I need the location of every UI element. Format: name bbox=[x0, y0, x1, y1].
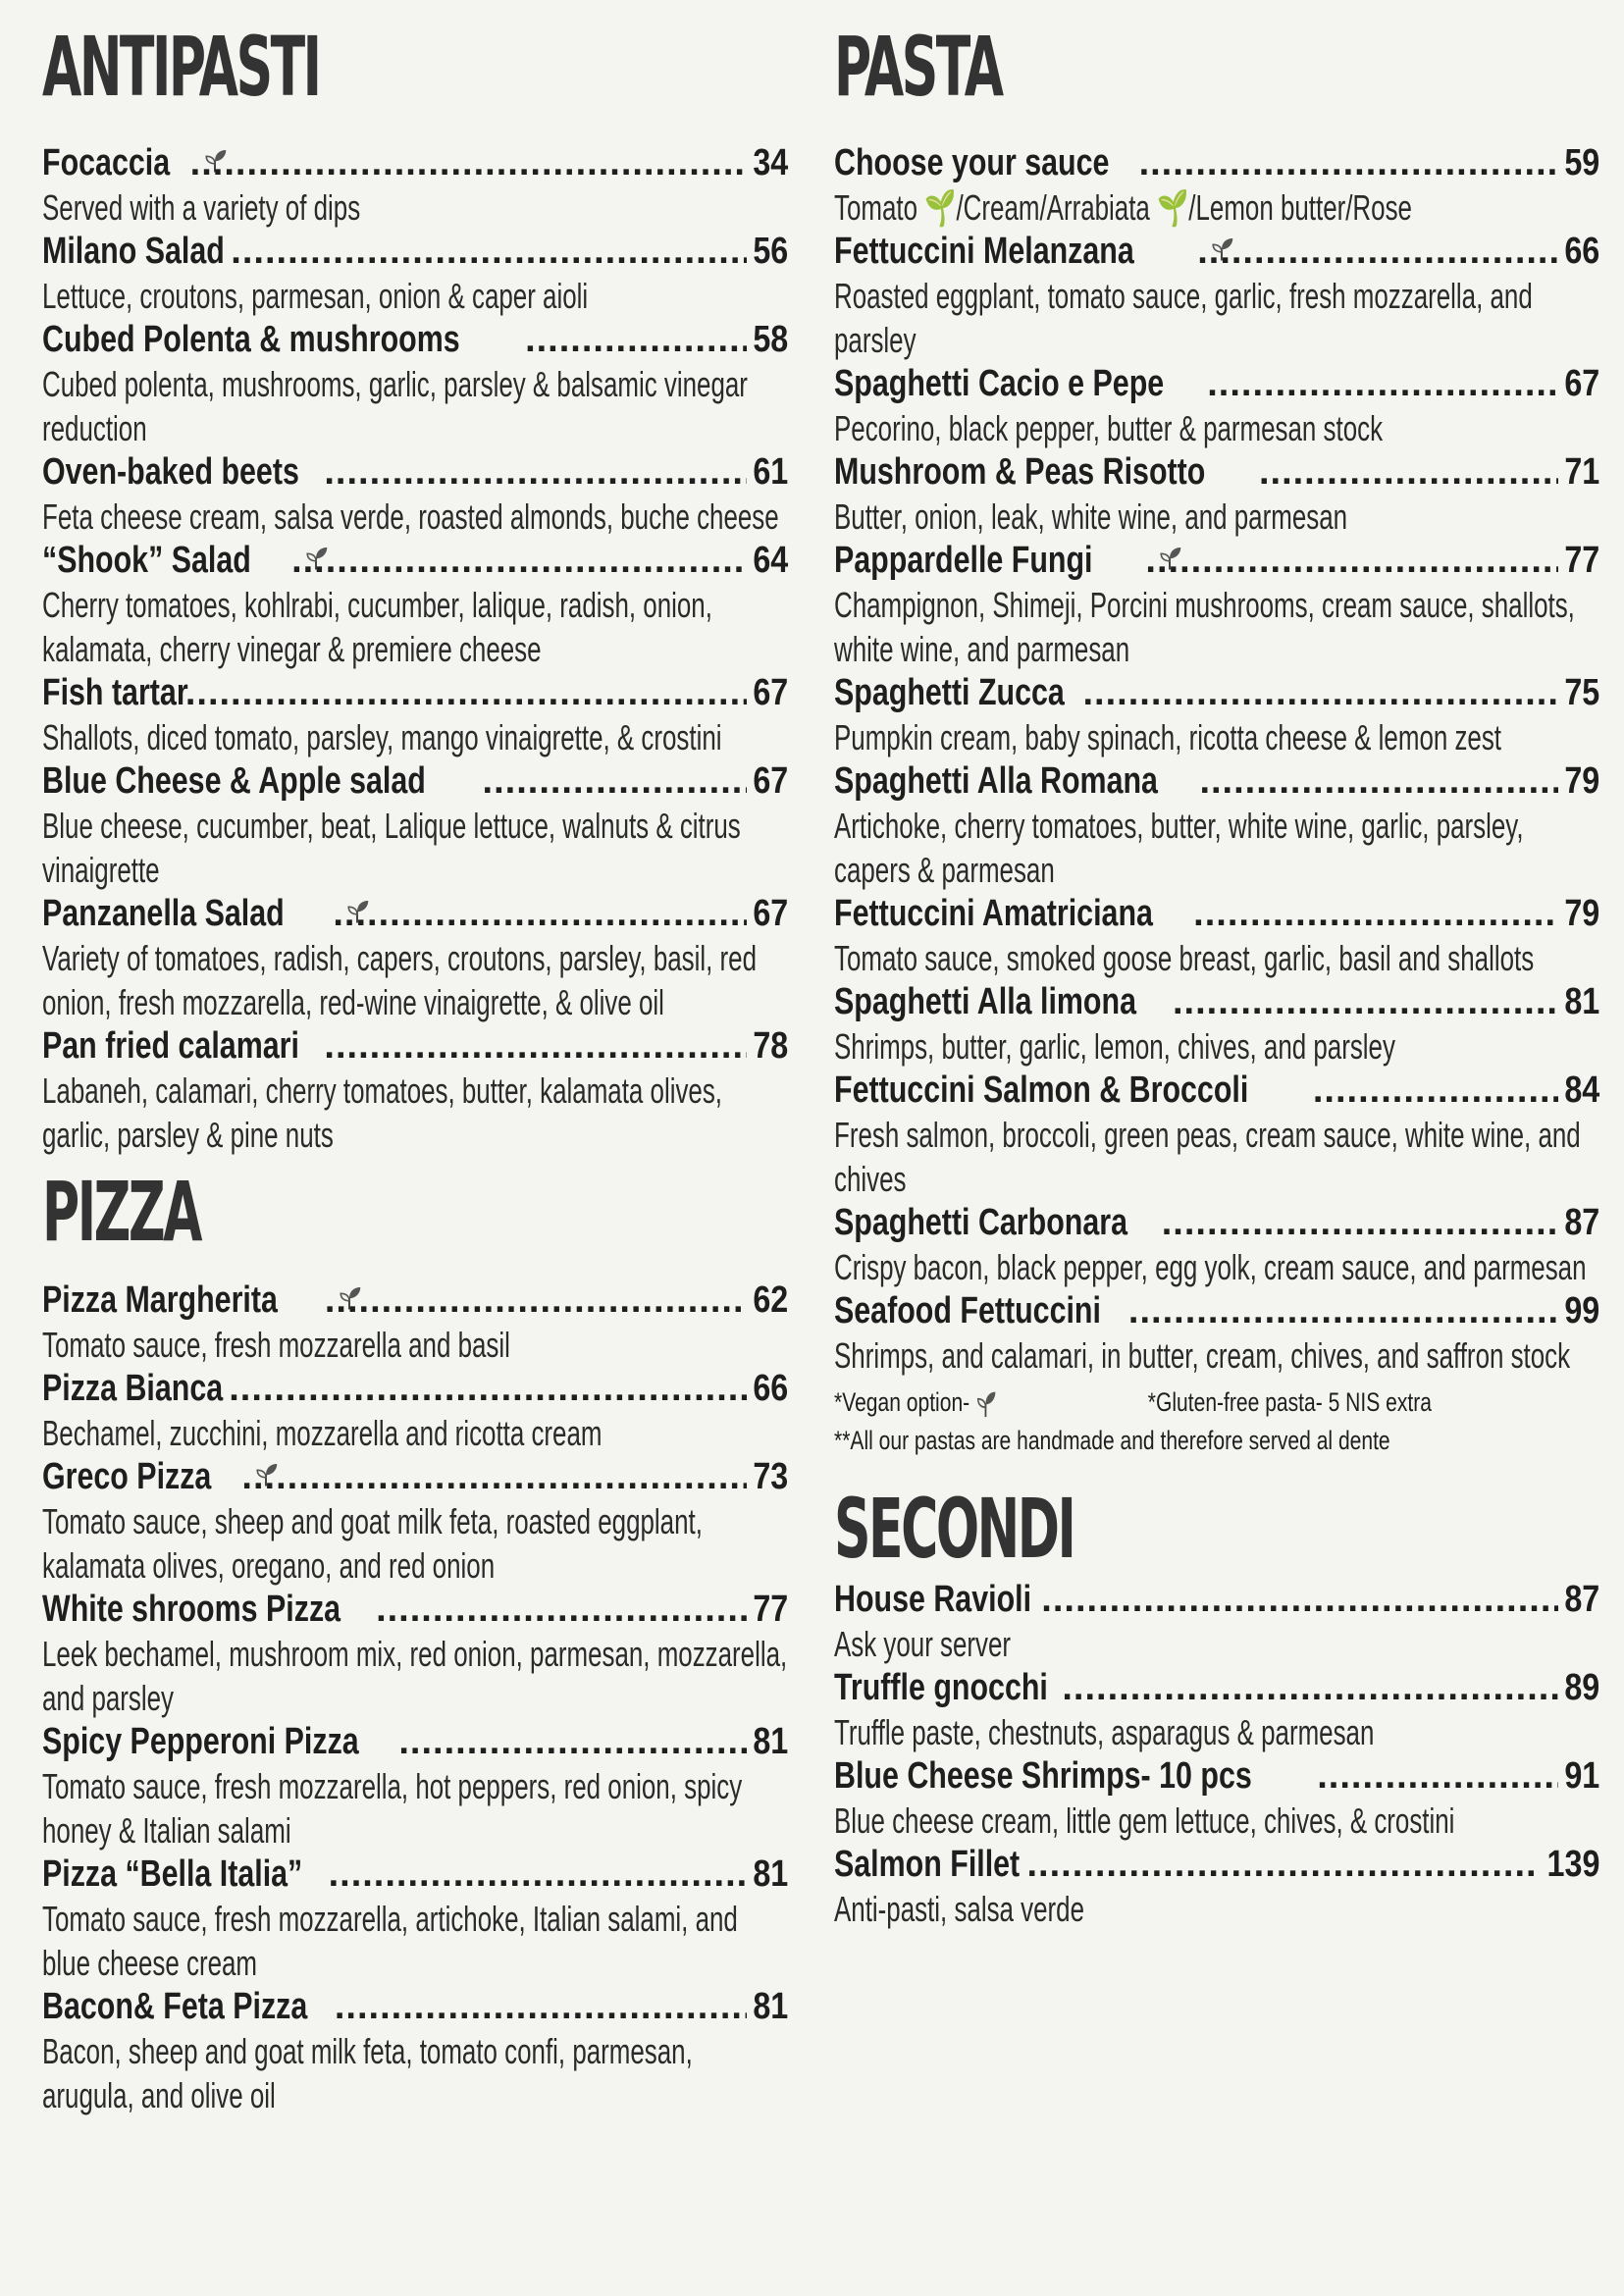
menu-item-header bbox=[834, 230, 1599, 274]
menu-item-header bbox=[42, 671, 788, 715]
section-title-pasta: PASTA bbox=[834, 19, 1002, 115]
menu-item bbox=[42, 230, 788, 318]
menu-item-header bbox=[42, 892, 788, 936]
dot-leader bbox=[231, 230, 746, 274]
dish-description: Leek bechamel, mushroom mix, red onion, parmesan, mozzarella, and parsley bbox=[42, 1634, 788, 1718]
menu-item bbox=[834, 759, 1599, 892]
menu-item-header bbox=[834, 1289, 1599, 1333]
dot-leader bbox=[329, 1852, 747, 1897]
menu-item bbox=[42, 318, 788, 450]
dish-price: 77 bbox=[753, 1589, 788, 1630]
dish-description: Pecorino, black pepper, butter & parmesan stock bbox=[834, 408, 1384, 448]
dot-leader bbox=[325, 1278, 747, 1323]
dot-leader bbox=[333, 892, 746, 936]
dot-leader bbox=[324, 450, 746, 495]
pizza-list bbox=[42, 1278, 788, 2117]
menu-item bbox=[834, 450, 1599, 539]
dot-leader bbox=[324, 1024, 746, 1069]
dish-name: Pappardelle Fungi bbox=[834, 540, 1093, 581]
dish-price: 62 bbox=[753, 1279, 788, 1321]
dish-description: Bacon, sheep and goat milk feta, tomato confi, parmesan, arugula, and olive oil bbox=[42, 2031, 693, 2115]
dish-name: Oven-baked beets bbox=[42, 451, 299, 493]
dish-name: Fettuccini Melanzana bbox=[834, 231, 1134, 272]
dish-description: Tomato 🌱/Cream/Arrabiata 🌱/Lemon butter/Rose bbox=[834, 187, 1412, 228]
dish-description: Anti-pasti, salsa verde bbox=[834, 1889, 1085, 1929]
menu-item bbox=[834, 1843, 1599, 1931]
dish-name: Pizza Margherita bbox=[42, 1279, 278, 1321]
menu-item-header bbox=[834, 1754, 1599, 1799]
menu-item-header bbox=[834, 671, 1599, 715]
menu-item bbox=[42, 141, 788, 230]
dish-description: Variety of tomatoes, radish, capers, croutons, parsley, basil, red onion, fresh mozzarella, red-wine vinaigrette, & olive oil bbox=[42, 938, 758, 1022]
dish-name: Fettuccini Amatriciana bbox=[834, 893, 1153, 934]
menu-item bbox=[834, 671, 1599, 759]
dish-name: Panzanella Salad bbox=[42, 893, 285, 934]
dish-name: Pizza “Bella Italia” bbox=[42, 1853, 303, 1895]
menu-item bbox=[834, 1578, 1599, 1666]
dish-description: Served with a variety of dips bbox=[42, 187, 361, 228]
menu-item-header bbox=[42, 450, 788, 495]
menu-item bbox=[834, 539, 1599, 671]
dot-leader bbox=[1173, 980, 1558, 1024]
dish-name: Choose your sauce bbox=[834, 142, 1110, 183]
menu-item bbox=[834, 141, 1599, 230]
menu-item bbox=[834, 1754, 1599, 1843]
dish-price: 34 bbox=[753, 142, 788, 183]
dish-name: Bacon& Feta Pizza bbox=[42, 1986, 308, 2027]
menu-item bbox=[42, 1278, 788, 1367]
gluten-free-note: *Gluten-free pasta- 5 NIS extra bbox=[1147, 1387, 1432, 1417]
dish-description: Crispy bacon, black pepper, egg yolk, cream sauce, and parmesan bbox=[834, 1247, 1587, 1287]
handmade-note: **All our pastas are handmade and therefore served al dente bbox=[834, 1426, 1390, 1455]
vegan-note-label: *Vegan option- bbox=[834, 1387, 970, 1417]
menu-item-header bbox=[42, 1367, 788, 1411]
menu-item bbox=[42, 892, 788, 1024]
dish-price: 59 bbox=[1564, 142, 1599, 183]
dish-price: 139 bbox=[1546, 1844, 1599, 1885]
menu-item bbox=[42, 1024, 788, 1157]
dish-description: Bechamel, zucchini, mozzarella and ricotta cream bbox=[42, 1413, 602, 1453]
dish-name: Spaghetti Cacio e Pepe bbox=[834, 363, 1165, 404]
menu-item bbox=[42, 759, 788, 892]
dish-description: Blue cheese, cucumber, beat, Lalique lettuce, walnuts & citrus vinaigrette bbox=[42, 806, 741, 890]
dot-leader bbox=[483, 759, 747, 804]
secondi-list bbox=[834, 1578, 1599, 1931]
dish-description: Pumpkin cream, baby spinach, ricotta cheese & lemon zest bbox=[834, 717, 1502, 757]
dish-name: Greco Pizza bbox=[42, 1456, 212, 1497]
dish-description: Artichoke, cherry tomatoes, butter, white wine, garlic, parsley, capers & parmesan bbox=[834, 806, 1524, 890]
dish-price: 79 bbox=[1564, 893, 1599, 934]
pasta-note-row bbox=[834, 1383, 1598, 1422]
dot-leader bbox=[1197, 230, 1558, 274]
dot-leader bbox=[398, 1720, 746, 1764]
dot-leader bbox=[241, 1455, 746, 1499]
dish-description: Labaneh, calamari, cherry tomatoes, butter, kalamata olives, garlic, parsley & pine nuts bbox=[42, 1070, 722, 1155]
menu-item-header bbox=[42, 230, 788, 274]
dish-price: 91 bbox=[1564, 1755, 1599, 1797]
menu-item bbox=[834, 230, 1599, 362]
dot-leader bbox=[190, 141, 747, 185]
menu-item-header bbox=[42, 1588, 788, 1632]
dish-price: 81 bbox=[753, 1853, 788, 1895]
dot-leader bbox=[1041, 1578, 1557, 1622]
left-column bbox=[42, 0, 788, 2117]
dish-price: 56 bbox=[753, 231, 788, 272]
pasta-notes bbox=[834, 1383, 1599, 1460]
dish-description: Shrimps, butter, garlic, lemon, chives, and parsley bbox=[834, 1026, 1395, 1067]
dot-leader bbox=[1317, 1754, 1558, 1799]
menu-item bbox=[42, 1985, 788, 2117]
right-column bbox=[834, 0, 1599, 1931]
menu-item-header bbox=[834, 539, 1599, 583]
dot-leader bbox=[1199, 759, 1557, 804]
menu-item bbox=[834, 1289, 1599, 1378]
dish-description: Cherry tomatoes, kohlrabi, cucumber, lalique, radish, onion, kalamata, cherry vinegar & premiere cheese bbox=[42, 585, 712, 669]
dish-price: 87 bbox=[1564, 1579, 1599, 1620]
dish-price: 78 bbox=[753, 1025, 788, 1067]
dish-name: Spaghetti Alla limona bbox=[834, 981, 1136, 1022]
menu-item bbox=[42, 539, 788, 671]
menu-item-header bbox=[834, 141, 1599, 185]
menu-item-header bbox=[834, 980, 1599, 1024]
dish-name: Milano Salad bbox=[42, 231, 225, 272]
dish-price: 71 bbox=[1564, 451, 1599, 493]
menu-item-header bbox=[834, 1578, 1599, 1622]
dish-price: 66 bbox=[1564, 231, 1599, 272]
menu-item bbox=[834, 1201, 1599, 1289]
dish-price: 81 bbox=[753, 1721, 788, 1762]
menu-item-header bbox=[42, 141, 788, 185]
dish-description: Shrimps, and calamari, in butter, cream, chives, and saffron stock bbox=[834, 1335, 1571, 1376]
menu-item bbox=[42, 1852, 788, 1985]
dish-description: Tomato sauce, fresh mozzarella, artichoke, Italian salami, and blue cheese cream bbox=[42, 1899, 738, 1983]
dish-description: Blue cheese cream, little gem lettuce, chives, & crostini bbox=[834, 1800, 1455, 1841]
menu-item bbox=[42, 1720, 788, 1852]
dish-description: Tomato sauce, sheep and goat milk feta, roasted eggplant, kalamata olives, oregano, and red onion bbox=[42, 1501, 703, 1586]
dot-leader bbox=[1207, 362, 1557, 406]
dish-name: House Ravioli bbox=[834, 1579, 1032, 1620]
menu-item-header bbox=[42, 1278, 788, 1323]
menu-item-header bbox=[42, 1024, 788, 1069]
dish-description: Ask your server bbox=[834, 1624, 1012, 1664]
dot-leader bbox=[1193, 892, 1558, 936]
menu-item-header bbox=[42, 1852, 788, 1897]
menu-item bbox=[42, 450, 788, 539]
section-title-pizza: PIZZA bbox=[42, 1164, 200, 1260]
antipasti-list bbox=[42, 141, 788, 1157]
menu-item bbox=[834, 362, 1599, 450]
dot-leader bbox=[525, 318, 747, 362]
dot-leader bbox=[1128, 1289, 1558, 1333]
menu-item bbox=[834, 980, 1599, 1069]
dot-leader bbox=[335, 1985, 747, 2029]
dish-name: Cubed Polenta & mushrooms bbox=[42, 319, 460, 360]
menu-item bbox=[834, 892, 1599, 980]
menu-item bbox=[42, 1588, 788, 1720]
menu-item-header bbox=[834, 892, 1599, 936]
menu-item bbox=[834, 1069, 1599, 1201]
menu-item-header bbox=[834, 1069, 1599, 1113]
dish-name: Spaghetti Carbonara bbox=[834, 1202, 1127, 1243]
dish-description: Shallots, diced tomato, parsley, mango vinaigrette, & crostini bbox=[42, 717, 722, 757]
section-title-secondi: SECONDI bbox=[834, 1481, 1074, 1577]
menu-item-header bbox=[834, 1201, 1599, 1245]
dot-leader bbox=[185, 671, 747, 715]
dish-price: 99 bbox=[1564, 1290, 1599, 1331]
menu-item-header bbox=[42, 1720, 788, 1764]
dish-description: Roasted eggplant, tomato sauce, garlic, fresh mozzarella, and parsley bbox=[834, 276, 1533, 360]
dish-name: Salmon Fillet bbox=[834, 1844, 1021, 1885]
dish-price: 81 bbox=[1564, 981, 1599, 1022]
dish-description: Tomato sauce, smoked goose breast, garlic, basil and shallots bbox=[834, 938, 1535, 978]
dish-name: Seafood Fettuccini bbox=[834, 1290, 1101, 1331]
menu-item-header bbox=[42, 318, 788, 362]
vegan-note bbox=[834, 1383, 1064, 1422]
dish-price: 67 bbox=[753, 672, 788, 713]
dish-description: Cubed polenta, mushrooms, garlic, parsley & balsamic vinegar reduction bbox=[42, 364, 748, 448]
dot-leader bbox=[1313, 1069, 1558, 1113]
dish-description: Lettuce, croutons, parmesan, onion & caper aioli bbox=[42, 276, 589, 316]
dish-name: Pan fried calamari bbox=[42, 1025, 299, 1067]
dish-price: 89 bbox=[1564, 1667, 1599, 1708]
menu-item-header bbox=[42, 1455, 788, 1499]
dot-leader bbox=[1145, 539, 1557, 583]
dish-name: White shrooms Pizza bbox=[42, 1589, 341, 1630]
dish-name: Truffle gnocchi bbox=[834, 1667, 1048, 1708]
dot-leader bbox=[376, 1588, 747, 1632]
dot-leader bbox=[1083, 671, 1558, 715]
dish-price: 58 bbox=[753, 319, 788, 360]
dish-name: “Shook” Salad bbox=[42, 540, 251, 581]
dish-price: 67 bbox=[1564, 363, 1599, 404]
menu-item-header bbox=[834, 450, 1599, 495]
dish-description: Butter, onion, leak, white wine, and parmesan bbox=[834, 496, 1348, 537]
dish-description: Tomato sauce, fresh mozzarella, hot peppers, red onion, spicy honey & Italian salami bbox=[42, 1766, 743, 1851]
dish-name: Pizza Bianca bbox=[42, 1368, 224, 1409]
dish-name: Mushroom & Peas Risotto bbox=[834, 451, 1206, 493]
dish-price: 79 bbox=[1564, 760, 1599, 802]
menu-item bbox=[834, 1666, 1599, 1754]
dish-price: 64 bbox=[753, 540, 788, 581]
dot-leader bbox=[1162, 1201, 1558, 1245]
dish-description: Truffle paste, chestnuts, asparagus & parmesan bbox=[834, 1712, 1375, 1752]
menu-item-header bbox=[42, 539, 788, 583]
dish-description: Feta cheese cream, salsa verde, roasted almonds, buche cheese bbox=[42, 496, 779, 537]
dish-description: Champignon, Shimeji, Porcini mushrooms, cream sauce, shallots, white wine, and parmesan bbox=[834, 585, 1575, 669]
dish-price: 75 bbox=[1564, 672, 1599, 713]
dish-name: Fish tartar bbox=[42, 672, 188, 713]
dot-leader bbox=[1026, 1843, 1537, 1887]
dish-price: 61 bbox=[753, 451, 788, 493]
dish-price: 87 bbox=[1564, 1202, 1599, 1243]
menu-item-header bbox=[42, 759, 788, 804]
dish-name: Blue Cheese & Apple salad bbox=[42, 760, 426, 802]
dish-name: Spicy Pepperoni Pizza bbox=[42, 1721, 359, 1762]
dish-name: Spaghetti Zucca bbox=[834, 672, 1065, 713]
dish-price: 84 bbox=[1564, 1070, 1599, 1111]
menu-item-header bbox=[834, 362, 1599, 406]
dot-leader bbox=[229, 1367, 747, 1411]
dish-price: 66 bbox=[753, 1368, 788, 1409]
menu-item-header bbox=[42, 1985, 788, 2029]
dot-leader bbox=[291, 539, 747, 583]
pasta-list bbox=[834, 141, 1599, 1378]
menu-item-header bbox=[834, 1843, 1599, 1887]
dish-name: Blue Cheese Shrimps- 10 pcs bbox=[834, 1755, 1252, 1797]
menu-item-header bbox=[834, 759, 1599, 804]
dot-leader bbox=[1139, 141, 1558, 185]
dish-price: 81 bbox=[753, 1986, 788, 2027]
menu-item bbox=[42, 1367, 788, 1455]
sprout-icon bbox=[972, 1386, 999, 1420]
menu-item-header bbox=[834, 1666, 1599, 1710]
dish-description: Tomato sauce, fresh mozzarella and basil bbox=[42, 1325, 510, 1365]
dot-leader bbox=[1062, 1666, 1557, 1710]
dot-leader bbox=[1259, 450, 1558, 495]
dish-name: Fettuccini Salmon & Broccoli bbox=[834, 1070, 1249, 1111]
section-title-antipasti: ANTIPASTI bbox=[42, 19, 320, 115]
dish-name: Spaghetti Alla Romana bbox=[834, 760, 1158, 802]
menu-item bbox=[42, 671, 788, 759]
menu-item bbox=[42, 1455, 788, 1588]
dish-name: Focaccia bbox=[42, 142, 171, 183]
dish-price: 77 bbox=[1564, 540, 1599, 581]
dish-description: Fresh salmon, broccoli, green peas, cream sauce, white wine, and chives bbox=[834, 1115, 1581, 1199]
dish-price: 67 bbox=[753, 760, 788, 802]
dish-price: 73 bbox=[753, 1456, 788, 1497]
dish-price: 67 bbox=[753, 893, 788, 934]
